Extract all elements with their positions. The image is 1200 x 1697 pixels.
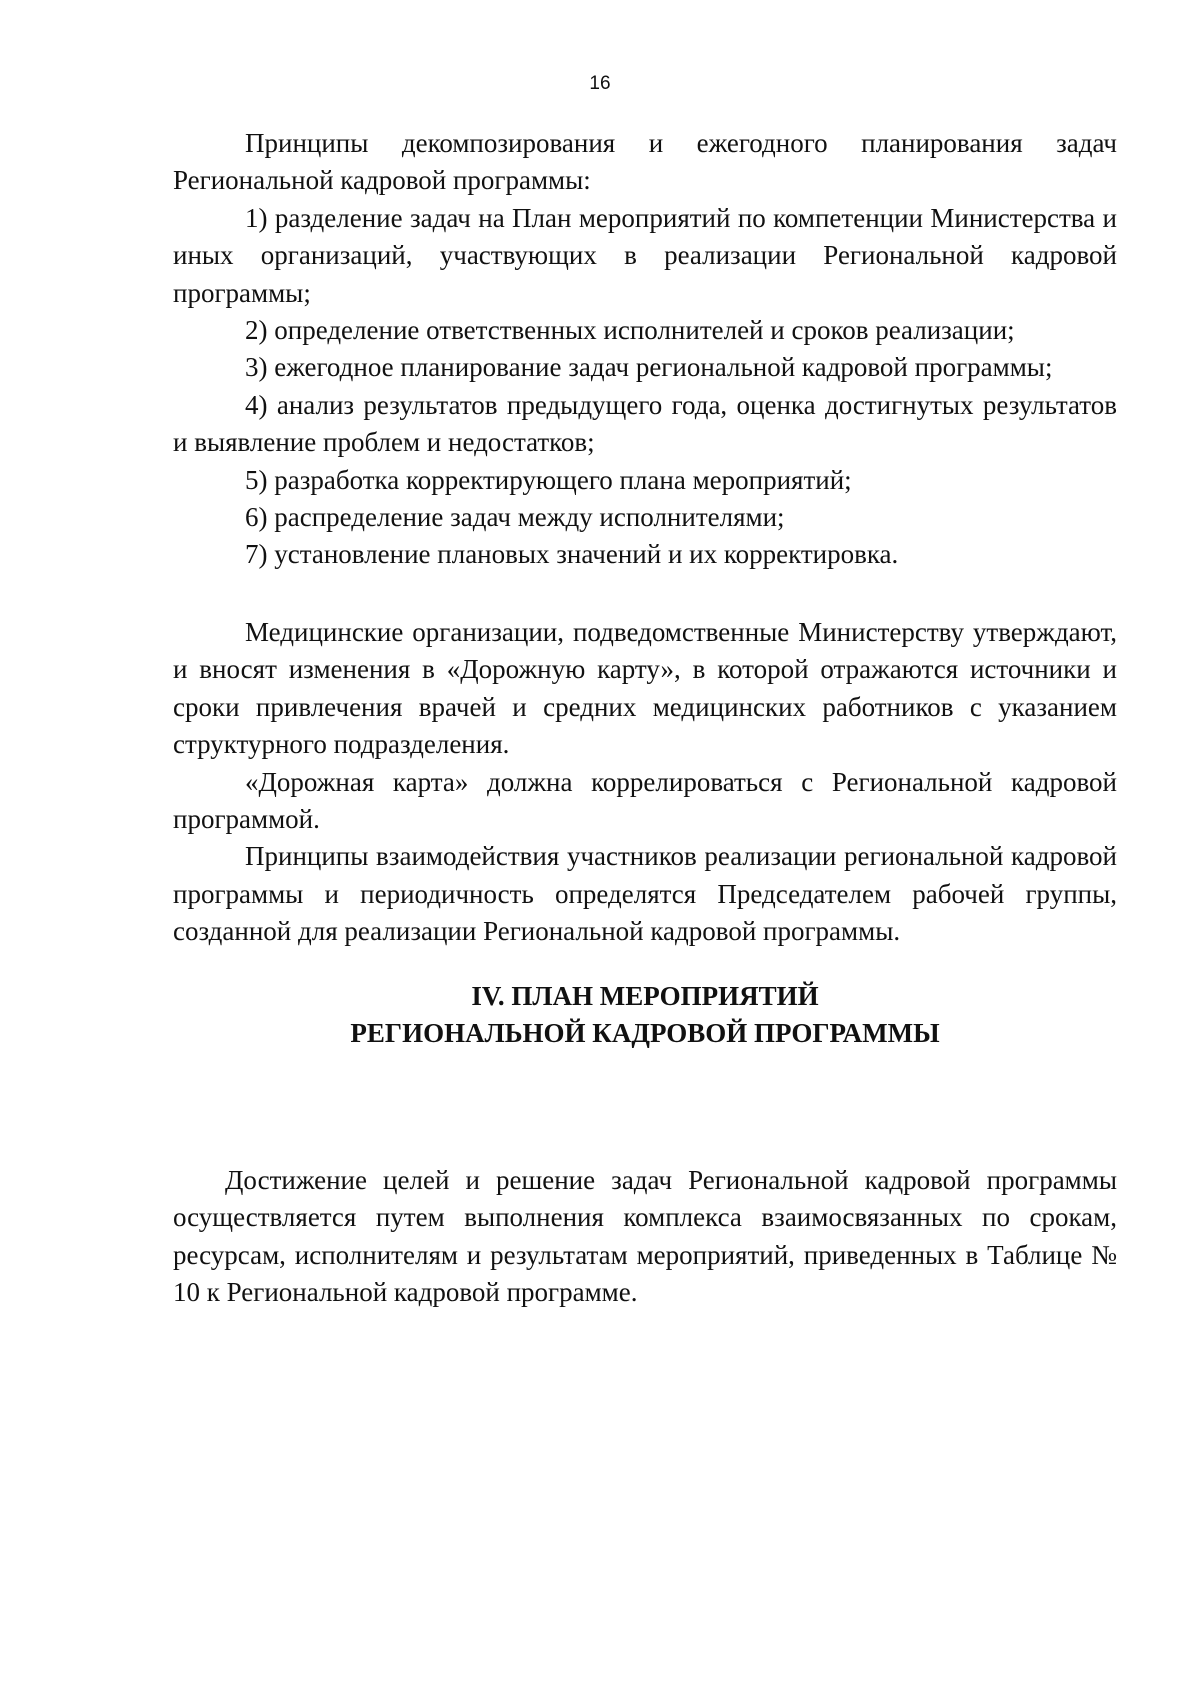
principles-section — [173, 125, 1117, 574]
paragraph: Медицинские организации, подведомственные Министерству утверждают, и вносят изменения в «Дорожную карту», в которой отражаются источники и сроки привлечения врачей и средних медицинских работников с указанием структурного подразделения. — [173, 617, 1117, 760]
plan-section — [173, 1162, 1117, 1312]
paragraph: Принципы взаимодействия участников реализации региональной кадровой программы и периодичность определятся Председателем рабочей группы, созданной для реализации Региональной кадровой программы. — [173, 841, 1117, 947]
paragraph: Достижение целей и решение задач Региональной кадровой программы осуществляется путем выполнения комплекса взаимосвязанных по срокам, ресурсам, исполнителям и результатам мероприятий, приведенных в Таблице № 10 к Региональной кадровой программе. — [173, 1165, 1117, 1308]
principle-item: 7) установление плановых значений и их корректировка. — [245, 539, 899, 570]
page-number: 16 — [589, 73, 611, 94]
principle-item: 1) разделение задач на План мероприятий по компетенции Министерства и иных организаций, участвующих в реализации Региональной кадровой программы; — [173, 202, 1117, 308]
heading-line-2: РЕГИОНАЛЬНОЙ КАДРОВОЙ ПРОГРАММЫ — [350, 1018, 940, 1048]
heading-line-1: IV. ПЛАН МЕРОПРИЯТИЙ — [471, 981, 819, 1011]
principle-item: 3) ежегодное планирование задач региональной кадровой программы; — [245, 352, 1053, 383]
principle-item: 2) определение ответственных исполнителей и сроков реализации; — [245, 315, 1015, 346]
principle-item: 4) анализ результатов предыдущего года, оценка достигнутых результатов и выявление проблем и недостатков; — [173, 389, 1117, 458]
principles-intro: Принципы декомпозирования и ежегодного планирования задач Региональной кадровой программы: — [173, 128, 1117, 196]
roadmap-section — [173, 614, 1117, 951]
principle-item: 5) разработка корректирующего плана мероприятий; — [245, 464, 852, 495]
principle-item: 6) распределение задач между исполнителями; — [245, 502, 785, 533]
paragraph: «Дорожная карта» должна коррелироваться с Региональной кадровой программой. — [173, 766, 1117, 835]
section-heading — [173, 978, 1117, 1052]
